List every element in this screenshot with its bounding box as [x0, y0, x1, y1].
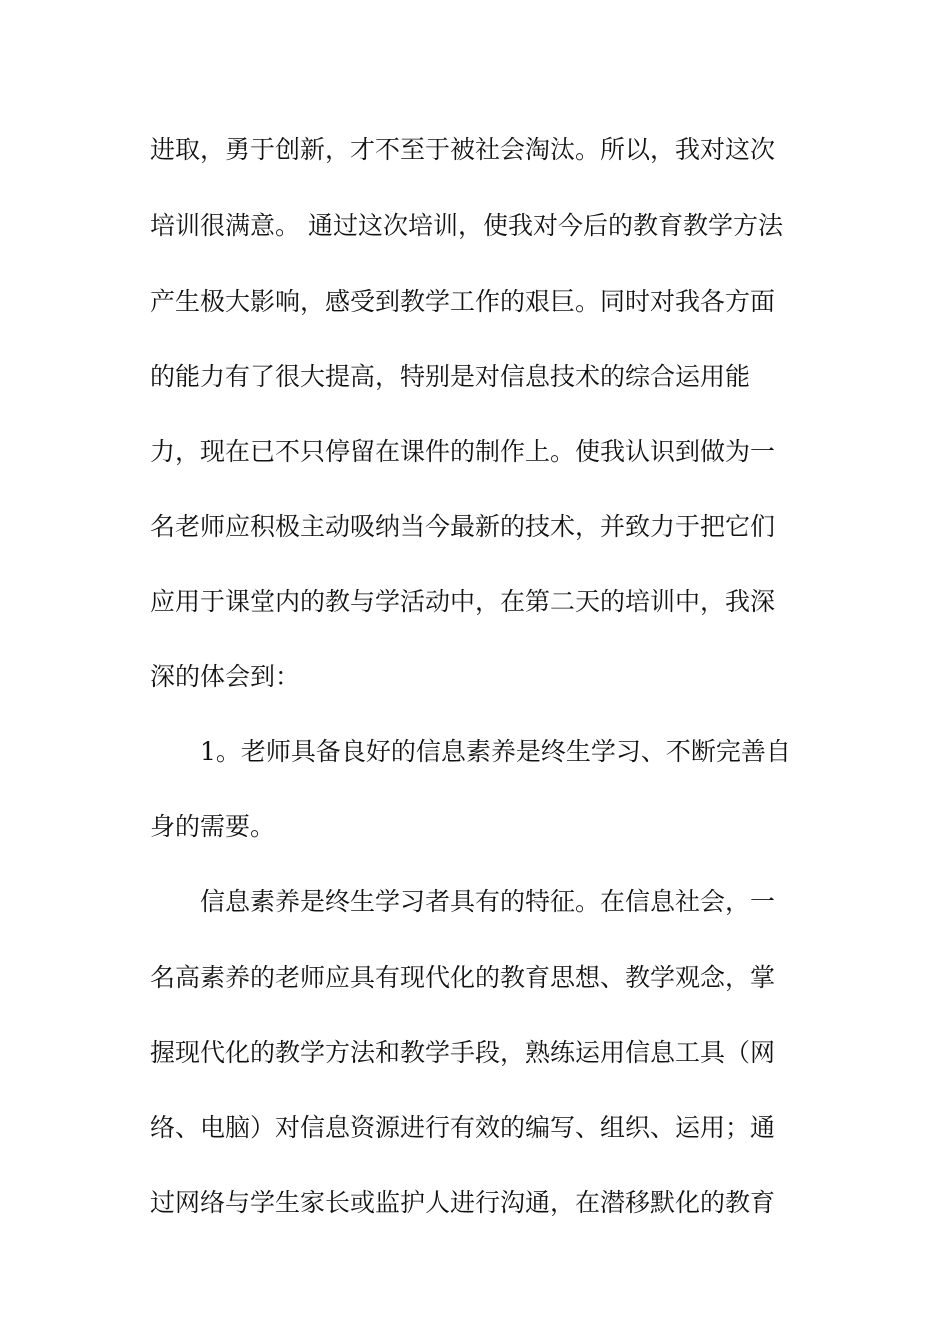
list-item-text: 1。老师具备良好的信息素养是终生学习、不断完善自: [200, 737, 791, 766]
text-line: 过网络与学生家长或监护人进行沟通，在潜移默化的教育: [150, 1188, 776, 1217]
text-line: 名高素养的老师应具有现代化的教育思想、教学观念，掌: [150, 963, 776, 992]
text-line: 的能力有了很大提高，特别是对信息技术的综合运用能: [150, 362, 751, 391]
text-line: 名老师应积极主动吸纳当今最新的技术，并致力于把它们: [150, 512, 776, 541]
text-line: 力，现在已不只停留在课件的制作上。使我认识到做为一: [150, 437, 776, 466]
text-line: 络、电脑）对信息资源进行有效的编写、组织、运用；通: [150, 1113, 776, 1142]
text-line: 产生极大影响，感受到教学工作的艰巨。同时对我各方面: [150, 287, 776, 316]
paragraph-start: 信息素养是终生学习者具有的特征。在信息社会，一: [200, 887, 776, 916]
text-line: 培训很满意。 通过这次培训，使我对今后的教育教学方法: [150, 211, 783, 240]
text-line: 进取，勇于创新，才不至于被社会淘汰。所以，我对这次: [150, 135, 776, 164]
text-line: 身的需要。: [150, 812, 276, 841]
text-line: 握现代化的教学方法和教学手段，熟练运用信息工具（网: [150, 1038, 776, 1067]
text-line: 应用于课堂内的教与学活动中，在第二天的培训中，我深: [150, 587, 776, 616]
text-line: 深的体会到：: [150, 662, 301, 691]
